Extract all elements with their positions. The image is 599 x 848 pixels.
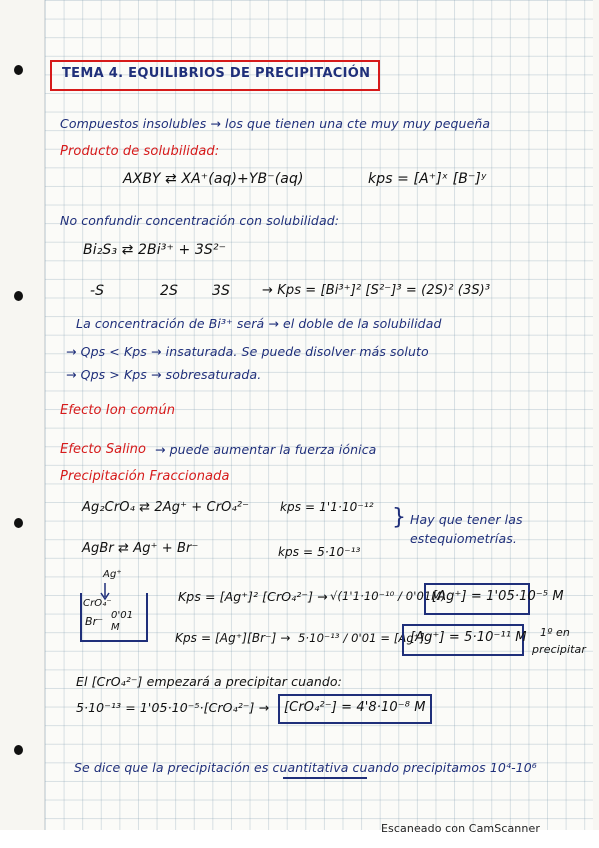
section-heading: Precipitación Fraccionada xyxy=(60,469,230,484)
text-line: → Qps < Kps → insaturada. Se puede disolver más soluto xyxy=(66,344,429,359)
text-line: El [CrO₄²⁻] empezará a precipitar cuando: xyxy=(76,674,342,689)
text-line: Se dice que la precipitación es cuantitativa cuando precipitamos 10⁴-10⁶ xyxy=(74,760,537,775)
binder-hole-icon xyxy=(14,745,23,755)
equation: 5·10⁻¹³ / 0'01 = [Ag⁺] ; xyxy=(298,631,433,645)
equation: Kps = [Ag⁺][Br⁻] → xyxy=(175,631,291,645)
binder-hole-icon xyxy=(14,518,23,528)
result: [CrO₄²⁻] = 4'8·10⁻⁸ M xyxy=(284,700,426,715)
equation: √(1'1·10⁻¹⁰ / 0'01M) xyxy=(330,589,446,603)
equation: AgBr ⇄ Ag⁺ + Br⁻ xyxy=(82,541,199,556)
underline xyxy=(283,777,367,779)
equation: -S xyxy=(90,283,105,299)
binder-hole-icon xyxy=(14,65,23,75)
text-line: → puede aumentar la fuerza iónica xyxy=(155,442,377,457)
page-title: TEMA 4. EQUILIBRIOS DE PRECIPITACIÓN xyxy=(62,66,371,81)
equation: → Kps = [Bi³⁺]² [S²⁻]³ = (2S)² (3S)³ xyxy=(262,283,491,298)
result: [Ag⁺] = 1'05·10⁻⁵ M xyxy=(432,589,564,604)
beaker-label: Br⁻ xyxy=(85,615,104,628)
note: precipitar xyxy=(532,643,586,656)
text-line: Compuestos insolubles → los que tienen una cte muy muy pequeña xyxy=(60,116,491,131)
beaker-label: 0'01 M xyxy=(111,610,134,633)
text-line: No confundir concentración con solubilidad: xyxy=(60,213,340,228)
brace-icon: } xyxy=(392,505,407,530)
equation: kps = 5·10⁻¹³ xyxy=(278,545,361,559)
equation: kps = 1'1·10⁻¹² xyxy=(280,500,374,514)
section-heading: Producto de solubilidad: xyxy=(60,144,220,159)
equation: 2S xyxy=(160,283,178,299)
text-line: → Qps > Kps → sobresaturada. xyxy=(66,367,262,382)
equation: kps = [A⁺]ˣ [B⁻]ʸ xyxy=(368,171,487,187)
equation: Kps = [Ag⁺]² [CrO₄²⁻] → xyxy=(178,589,328,604)
equation: 3S xyxy=(212,283,230,299)
note: 1º en xyxy=(540,626,570,639)
text-line: La concentración de Bi³⁺ será → el doble de la solubilidad xyxy=(76,316,442,331)
equation: AXBY ⇄ XA⁺(aq)+YB⁻(aq) xyxy=(123,171,304,187)
equation: Ag₂CrO₄ ⇄ 2Ag⁺ + CrO₄²⁻ xyxy=(82,500,250,515)
equation: Bi₂S₃ ⇄ 2Bi³⁺ + 3S²⁻ xyxy=(83,242,227,258)
text-line: estequiometrías. xyxy=(410,531,517,546)
beaker-drawing xyxy=(77,569,155,645)
binder-hole-icon xyxy=(14,291,23,301)
beaker-label: CrO₄⁻ xyxy=(83,598,112,609)
section-heading: Efecto Ion común xyxy=(60,403,176,418)
result: [Ag⁺] = 5·10⁻¹¹ M xyxy=(410,630,527,645)
section-heading: Efecto Salino xyxy=(60,442,147,457)
scanner-watermark: Escaneado con CamScanner xyxy=(381,822,540,835)
equation: 5·10⁻¹³ = 1'05·10⁻⁵·[CrO₄²⁻] → xyxy=(76,700,270,715)
beaker-label: Ag⁺ xyxy=(103,569,122,580)
text-line: Hay que tener las xyxy=(410,512,523,527)
